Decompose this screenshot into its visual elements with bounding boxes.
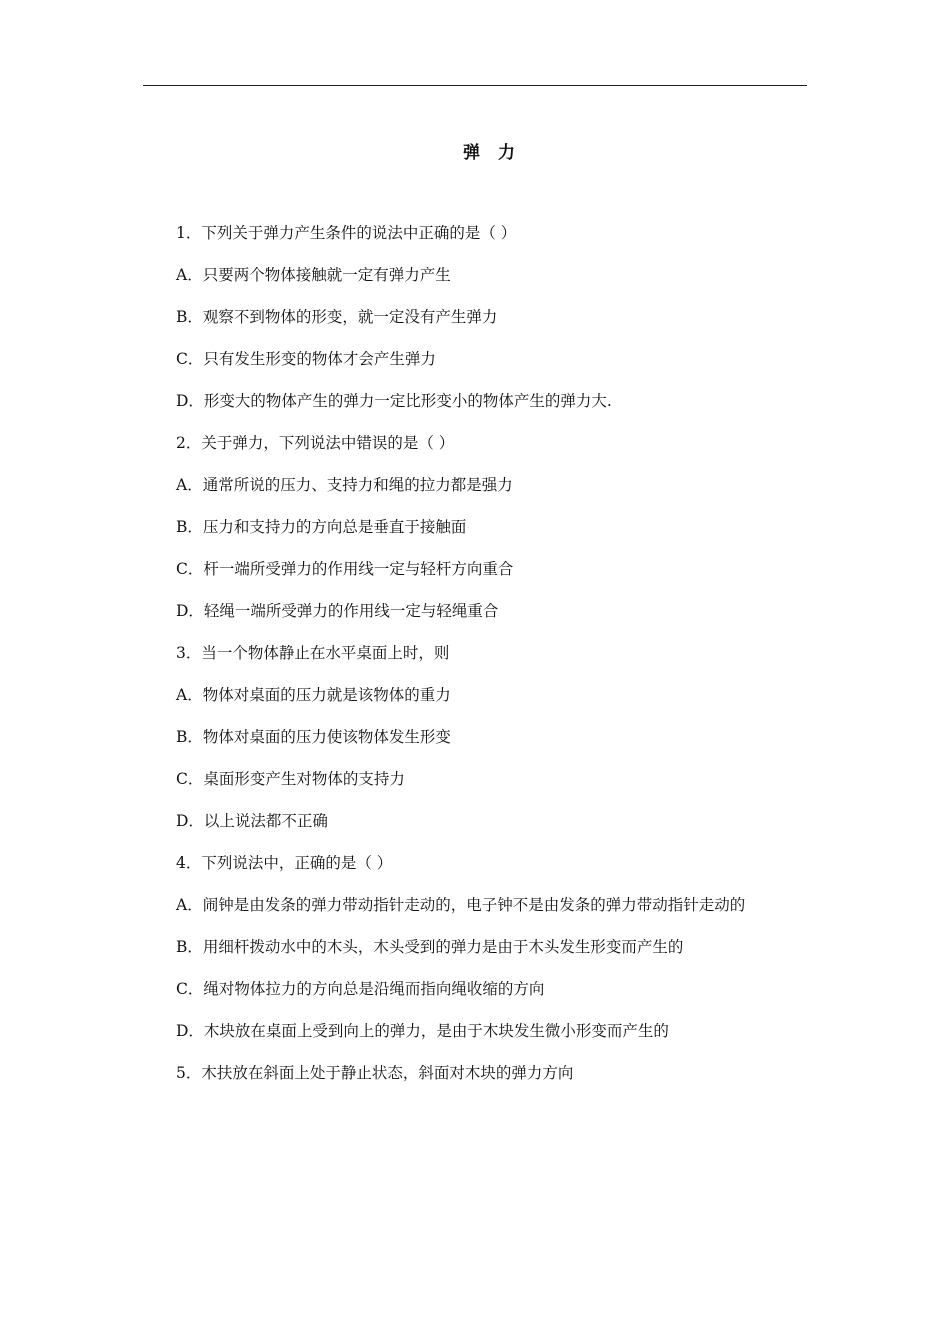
question-list [176,222,816,1104]
question-2-option-a: A．通常所说的压力、支持力和绳的拉力都是强力 [176,476,513,494]
document-title: 弹 力 [463,143,521,163]
question-3-option-d: D．以上说法都不正确 [176,812,328,830]
question-1-option-a: A．只要两个物体接触就一定有弹力产生 [176,266,451,284]
question-4-stem: 4．下列说法中，正确的是（ ） [176,854,393,872]
question-3-stem: 3．当一个物体静止在水平桌面上时，则 [176,644,450,662]
question-3-option-b: B．物体对桌面的压力使该物体发生形变 [176,728,451,746]
question-4-option-d: D．木块放在桌面上受到向上的弹力，是由于木块发生微小形变而产生的 [176,1022,669,1040]
question-2-option-b: B．压力和支持力的方向总是垂直于接触面 [176,518,467,536]
question-1-stem: 1．下列关于弹力产生条件的说法中正确的是（ ） [176,224,517,242]
question-1-option-b: B．观察不到物体的形变，就一定没有产生弹力 [176,308,498,326]
question-5-stem: 5．木扶放在斜面上处于静止状态，斜面对木块的弹力方向 [176,1064,574,1082]
question-1-option-d: D．形变大的物体产生的弹力一定比形变小的物体产生的弹力大. [176,392,612,410]
question-1-option-c: C．只有发生形变的物体才会产生弹力 [176,350,436,368]
header-rule [143,85,807,86]
question-2-option-d: D．轻绳一端所受弹力的作用线一定与轻绳重合 [176,602,499,620]
question-3-option-c: C．桌面形变产生对物体的支持力 [176,770,405,788]
question-4-option-c: C．绳对物体拉力的方向总是沿绳而指向绳收缩的方向 [176,980,545,998]
question-3-option-a: A．物体对桌面的压力就是该物体的重力 [176,686,451,704]
question-4-option-b: B．用细杆拨动水中的木头，木头受到的弹力是由于木头发生形变而产生的 [176,938,684,956]
question-2-stem: 2．关于弹力，下列说法中错误的是（ ） [176,434,455,452]
question-4-option-a: A．闹钟是由发条的弹力带动指针走动的，电子钟不是由发条的弹力带动指针走动的 [176,896,746,914]
question-2-option-c: C．杆一端所受弹力的作用线一定与轻杆方向重合 [176,560,514,578]
